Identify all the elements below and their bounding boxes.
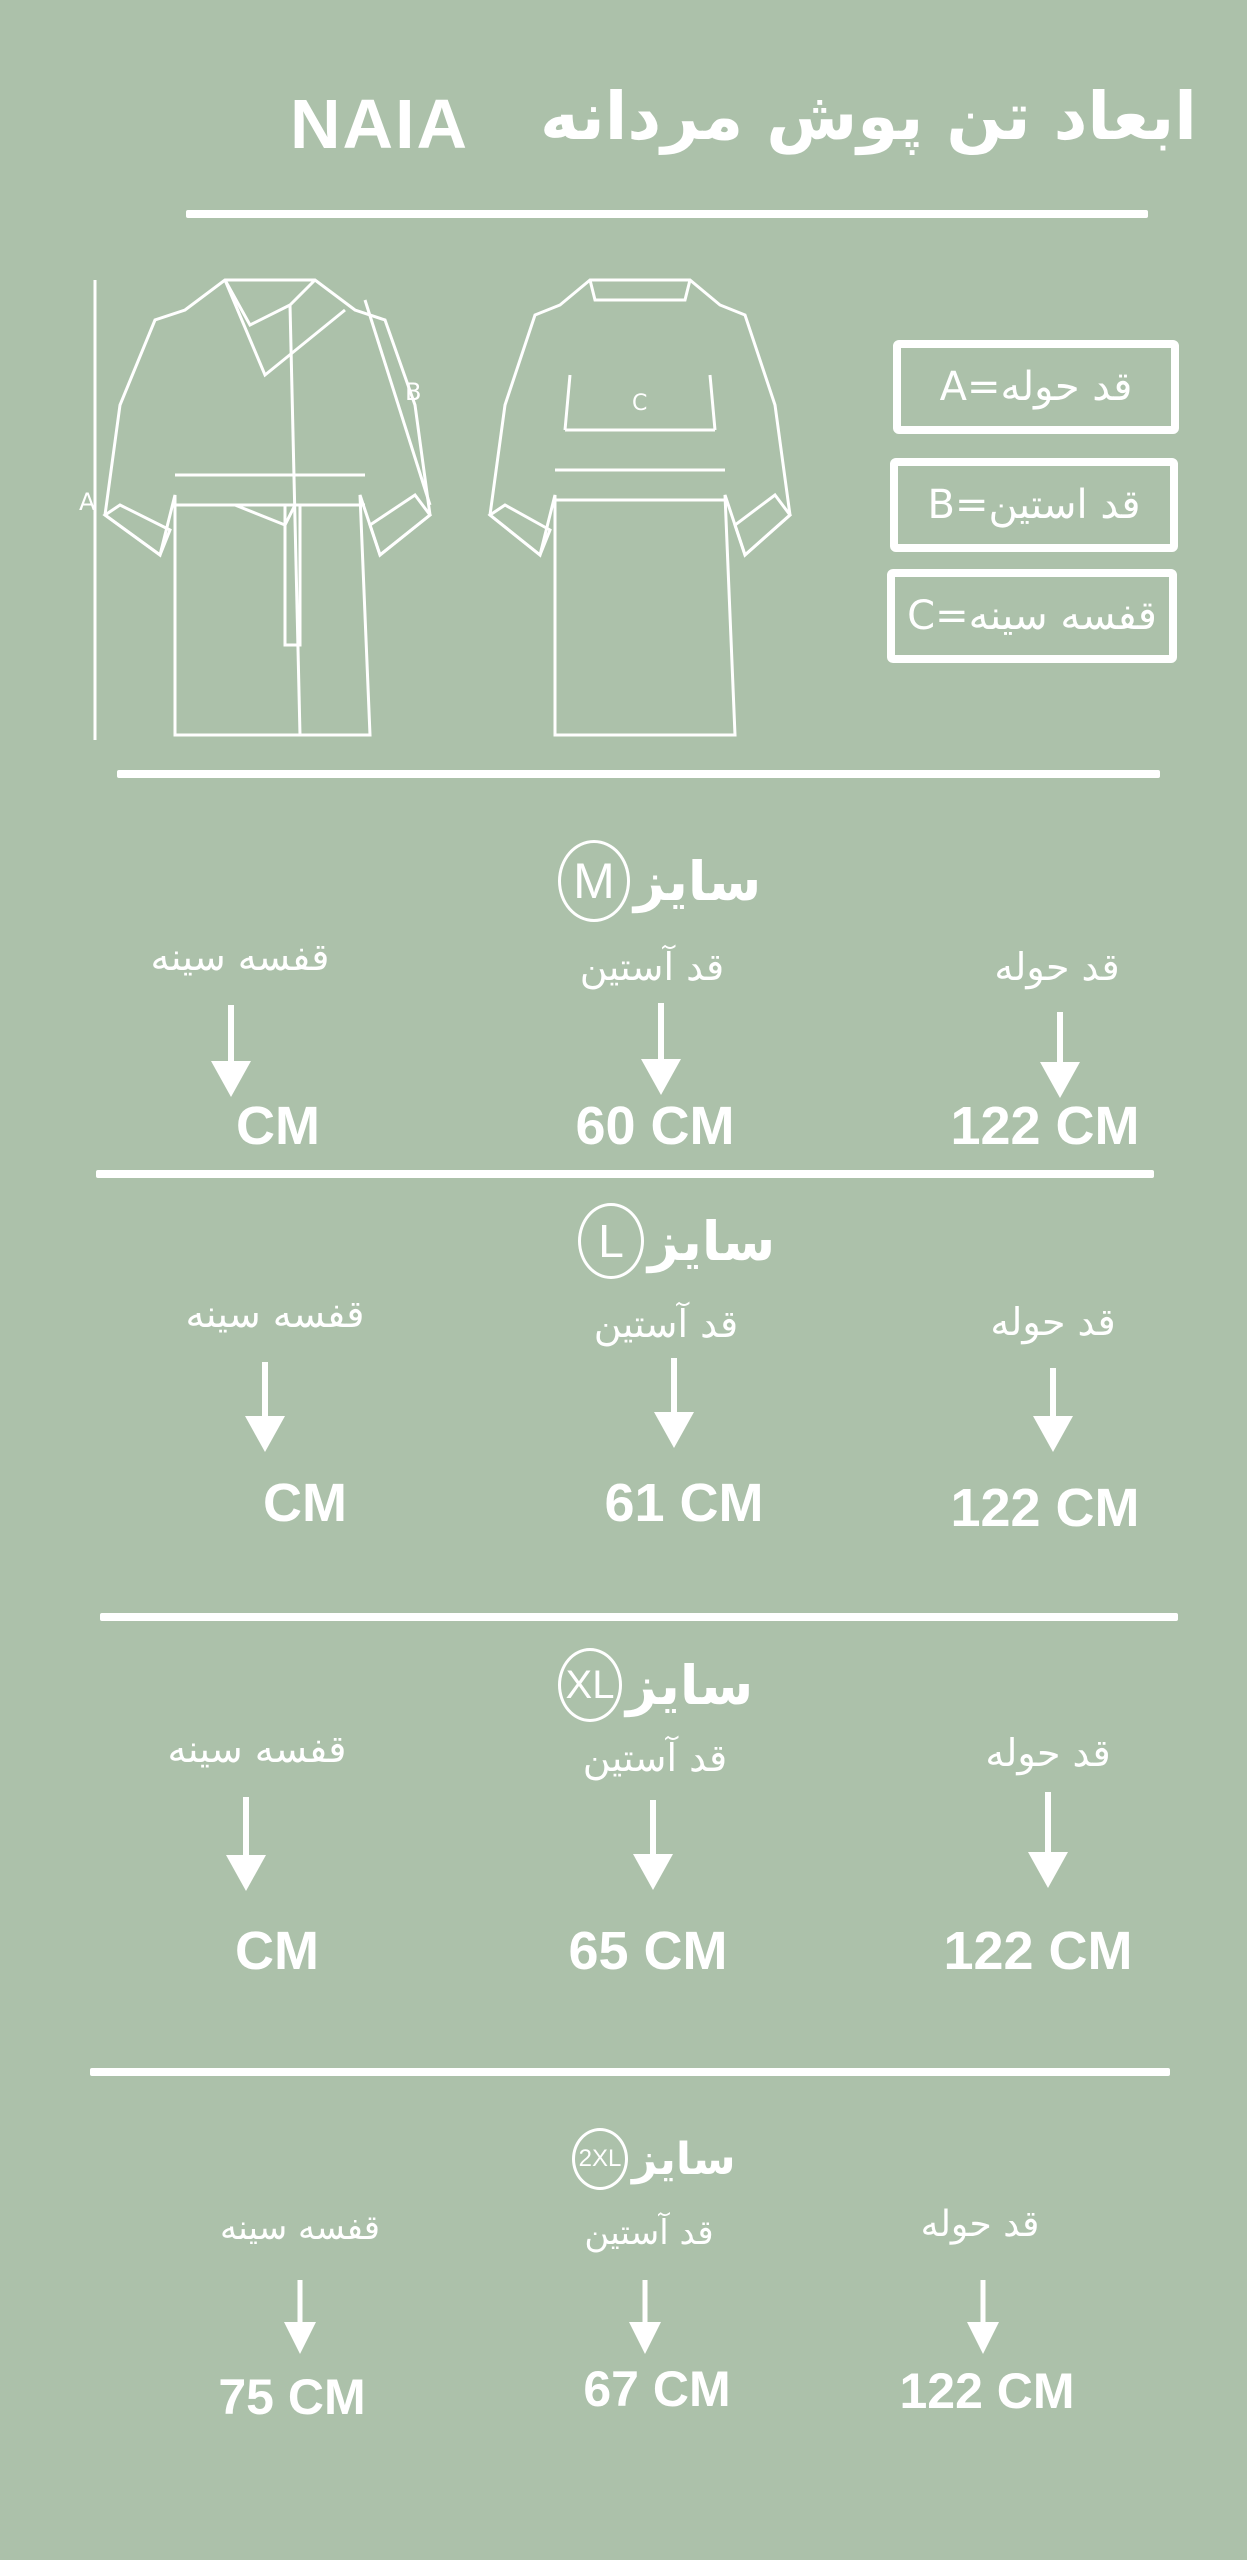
- chest-value: 75 CM: [218, 2369, 366, 2425]
- arrow-down-icon: [1031, 1368, 1075, 1452]
- divider: [96, 1170, 1154, 1178]
- length-value: 122 CM: [899, 2363, 1075, 2419]
- size-heading-l: [578, 1203, 775, 1279]
- length-value: 122 CM: [950, 1478, 1140, 1538]
- legend-text: قد استین=B: [927, 482, 1141, 528]
- length-label: قد حوله: [994, 945, 1120, 989]
- page-title: ابعاد تن پوش مردانه: [540, 78, 1197, 155]
- size-badge: M: [558, 840, 630, 922]
- length-label: قد حوله: [990, 1300, 1116, 1344]
- length-label: قد حوله: [985, 1731, 1111, 1775]
- size-heading-m: [558, 840, 761, 922]
- diagram-label-b: B: [405, 378, 422, 406]
- chest-value: CM: [235, 1921, 319, 1981]
- size-word: سایز: [648, 1209, 776, 1273]
- length-value: 122 CM: [943, 1921, 1133, 1981]
- legend-item-chest: [887, 569, 1177, 663]
- legend-item-sleeve: [890, 458, 1178, 552]
- arrow-down-icon: [282, 2280, 318, 2354]
- size-badge: 2XL: [572, 2128, 628, 2190]
- chest-label: قفسه سینه: [167, 1727, 347, 1771]
- arrow-down-icon: [965, 2280, 1001, 2354]
- divider: [100, 1613, 1178, 1621]
- legend-text: قفسه سینه=C: [907, 593, 1157, 639]
- length-value: 122 CM: [950, 1096, 1140, 1156]
- arrow-down-icon: [1038, 1012, 1082, 1098]
- arrow-down-icon: [243, 1362, 287, 1452]
- sleeve-value: 65 CM: [568, 1921, 728, 1981]
- sleeve-label: قد آستین: [582, 1736, 728, 1780]
- chest-label: قفسه سینه: [150, 935, 330, 979]
- legend-text: قد حوله=A: [939, 364, 1133, 410]
- diagram-label-c: C: [632, 391, 648, 416]
- robe-back-diagram: [480, 265, 800, 745]
- sleeve-value: 67 CM: [583, 2361, 731, 2417]
- brand-name: NAIA: [290, 85, 470, 163]
- arrow-down-icon: [631, 1800, 675, 1890]
- divider: [117, 770, 1160, 778]
- size-heading-xl: [558, 1648, 753, 1722]
- size-badge: L: [578, 1203, 644, 1279]
- chest-value: CM: [263, 1473, 347, 1533]
- arrow-down-icon: [639, 1003, 683, 1095]
- chest-label: قفسه سینه: [219, 2208, 381, 2248]
- divider: [186, 210, 1148, 218]
- sleeve-value: 60 CM: [575, 1096, 735, 1156]
- legend-item-length: [893, 340, 1179, 434]
- length-label: قد حوله: [920, 2204, 1040, 2245]
- chest-value: CM: [236, 1096, 320, 1156]
- arrow-down-icon: [627, 2280, 663, 2354]
- arrow-down-icon: [224, 1797, 268, 1891]
- size-word: سایز: [626, 1653, 754, 1717]
- sleeve-value: 61 CM: [604, 1473, 764, 1533]
- robe-front-diagram: [79, 265, 485, 745]
- divider: [90, 2068, 1170, 2076]
- arrow-down-icon: [652, 1358, 696, 1448]
- size-badge: XL: [558, 1648, 622, 1722]
- arrow-down-icon: [1026, 1792, 1070, 1888]
- size-heading-2xl: [572, 2128, 736, 2190]
- arrow-down-icon: [209, 1005, 253, 1097]
- sleeve-label: قد آستین: [584, 2213, 714, 2253]
- size-word: سایز: [632, 2133, 736, 2185]
- diagram-label-a: A: [79, 488, 96, 516]
- size-word: سایز: [634, 849, 762, 913]
- chest-label: قفسه سینه: [185, 1292, 365, 1336]
- sleeve-label: قد آستین: [593, 1302, 739, 1346]
- sleeve-label: قد آستین: [579, 945, 725, 989]
